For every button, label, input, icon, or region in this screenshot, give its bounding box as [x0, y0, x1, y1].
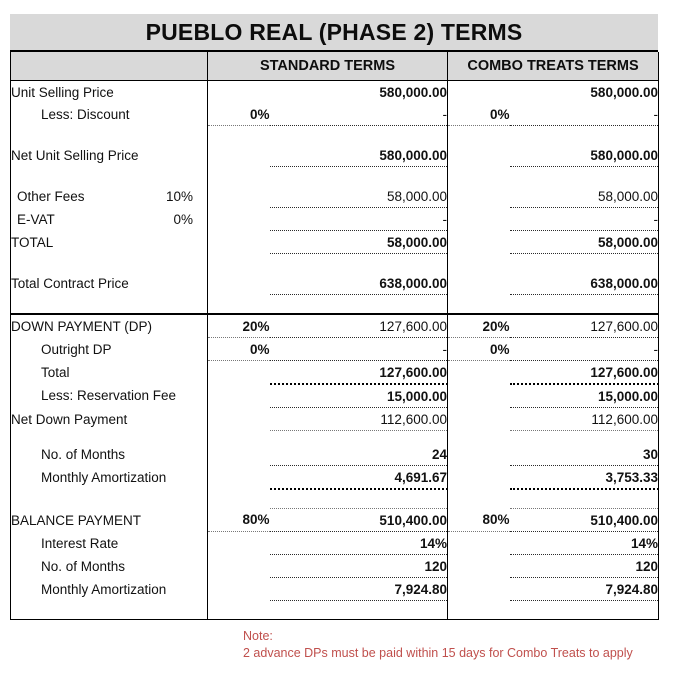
std-pct-balance-payment: 80% — [208, 509, 270, 532]
row-rate-other-fees: 10% — [165, 188, 193, 204]
cmb-pct-total-contract-price — [448, 272, 510, 295]
std-pct-net-unit-selling-price — [208, 144, 270, 167]
table-row-balance-monthly-amortization — [11, 578, 659, 601]
std-amt-dp-monthly-amortization: 4,691.67 — [270, 466, 448, 490]
std-pct-other-fees — [208, 185, 270, 208]
cmb-amt-dp-monthly-amortization: 3,753.33 — [510, 466, 659, 490]
table-row-total-fees — [11, 231, 659, 254]
spacer-cell — [510, 601, 659, 620]
spacer-row-6 — [11, 489, 659, 509]
spacer-cell — [208, 295, 270, 315]
row-label-outright-dp: Outright DP — [11, 338, 208, 361]
std-amt-net-down-payment: 112,600.00 — [270, 408, 448, 431]
spacer-cell — [11, 126, 208, 145]
spacer-cell — [11, 489, 208, 509]
spacer-cell — [510, 431, 659, 444]
spacer-cell — [448, 126, 510, 145]
std-pct-interest-rate — [208, 532, 270, 555]
std-amt-balance-monthly-amortization: 7,924.80 — [270, 578, 448, 601]
cmb-pct-less-discount: 0% — [448, 103, 510, 126]
table-row-unit-selling-price — [11, 81, 659, 104]
table-row-net-down-payment — [11, 408, 659, 431]
cmb-amt-balance-months: 120 — [510, 555, 659, 578]
terms-table — [10, 52, 659, 620]
cmb-amt-unit-selling-price: 580,000.00 — [510, 81, 659, 104]
cmb-pct-dp-total — [448, 361, 510, 385]
cmb-amt-net-unit-selling-price: 580,000.00 — [510, 144, 659, 167]
spacer-cell — [448, 431, 510, 444]
row-label-dp-total: Total — [11, 361, 208, 385]
std-amt-unit-selling-price: 580,000.00 — [379, 84, 447, 100]
cmb-pct-interest-rate — [448, 532, 510, 555]
table-row-down-payment — [11, 314, 659, 338]
spacer-cell — [208, 489, 270, 509]
cmb-pct-outright-dp: 0% — [448, 338, 510, 361]
terms-sheet — [10, 14, 658, 620]
cmb-pct-down-payment: 20% — [448, 314, 510, 338]
std-pct-balance-months — [208, 555, 270, 578]
std-amt-dp-total: 127,600.00 — [270, 361, 448, 385]
std-amt-total-fees: 58,000.00 — [270, 231, 448, 254]
std-amt-down-payment: 127,600.00 — [270, 314, 448, 338]
std-amt-less-discount: - — [270, 103, 448, 126]
row-label-dp-monthly-amortization: Monthly Amortization — [11, 466, 208, 490]
row-label-net-unit-selling-price: Net Unit Selling Price — [11, 144, 208, 167]
std-amt-evat: - — [270, 208, 448, 231]
spacer-cell — [208, 431, 270, 444]
spacer-row-4 — [11, 295, 659, 315]
row-label-down-payment: DOWN PAYMENT (DP) — [11, 314, 208, 338]
cmb-pct-net-down-payment — [448, 408, 510, 431]
spacer-row-2 — [11, 167, 659, 186]
cmb-amt-total-contract-price: 638,000.00 — [510, 272, 659, 295]
std-pct-less-reservation-fee — [208, 384, 270, 408]
std-pct-less-discount: 0% — [208, 103, 270, 126]
std-amt-balance-payment: 510,400.00 — [270, 509, 448, 532]
std-pct-unit-selling-price — [208, 81, 270, 104]
cmb-pct-evat — [448, 208, 510, 231]
std-pct-evat — [208, 208, 270, 231]
spacer-cell — [11, 254, 208, 273]
table-row-dp-monthly-amortization — [11, 466, 659, 490]
spacer-cell — [448, 254, 510, 273]
std-pct-down-payment: 20% — [208, 314, 270, 338]
std-amt-total-contract-price: 638,000.00 — [270, 272, 448, 295]
std-amt-other-fees: 58,000.00 — [270, 185, 448, 208]
spacer-cell — [510, 295, 659, 315]
cmb-amt-interest-rate: 14% — [510, 532, 659, 555]
spacer-cell — [208, 601, 270, 620]
row-label-balance-monthly-amortization: Monthly Amortization — [11, 578, 208, 601]
page-title: PUEBLO REAL (PHASE 2) TERMS — [145, 18, 523, 45]
row-rate-evat: 0% — [173, 211, 193, 227]
std-pct-dp-monthly-amortization — [208, 466, 270, 490]
row-label-unit-selling-price: Unit Selling Price — [11, 81, 208, 104]
cmb-amt-outright-dp: - — [510, 338, 659, 361]
table-row-outright-dp — [11, 338, 659, 361]
std-pct-dp-months — [208, 443, 270, 466]
row-label-total-contract-price: Total Contract Price — [11, 272, 208, 295]
cmb-amt-net-down-payment: 112,600.00 — [510, 408, 659, 431]
table-row-dp-total — [11, 361, 659, 385]
footnote-body: 2 advance DPs must be paid within 15 days for Combo Treats to apply — [243, 646, 633, 660]
row-label-evat-cell — [11, 208, 208, 231]
cmb-pct-other-fees — [448, 185, 510, 208]
std-pct-total-contract-price — [208, 272, 270, 295]
cmb-pct-less-reservation-fee — [448, 384, 510, 408]
spacer-row-5 — [11, 431, 659, 444]
spacer-cell-underline — [270, 489, 448, 509]
cmb-pct-dp-monthly-amortization — [448, 466, 510, 490]
row-label-less-discount: Less: Discount — [11, 103, 208, 126]
std-pct-total-fees — [208, 231, 270, 254]
spacer-cell — [270, 254, 448, 273]
sheet-title-band — [10, 14, 658, 52]
row-label-interest-rate: Interest Rate — [11, 532, 208, 555]
spacer-cell — [270, 126, 448, 145]
spacer-cell — [270, 167, 448, 186]
std-pct-balance-monthly-amortization — [208, 578, 270, 601]
cmb-pct-balance-payment: 80% — [448, 509, 510, 532]
cmb-amt-less-reservation-fee: 15,000.00 — [510, 384, 659, 408]
footnote — [243, 628, 633, 662]
row-label-net-down-payment: Net Down Payment — [11, 408, 208, 431]
table-row-other-fees — [11, 185, 659, 208]
cmb-pct-balance-monthly-amortization — [448, 578, 510, 601]
std-amt-less-reservation-fee: 15,000.00 — [270, 384, 448, 408]
row-label-other-fees-cell — [11, 185, 208, 208]
cmb-amt-dp-total: 127,600.00 — [510, 361, 659, 385]
cmb-amt-other-fees: 58,000.00 — [510, 185, 659, 208]
cmb-amt-total-fees: 58,000.00 — [510, 231, 659, 254]
std-pct-dp-total — [208, 361, 270, 385]
cmb-amt-balance-monthly-amortization: 7,924.80 — [510, 578, 659, 601]
spacer-cell — [11, 295, 208, 315]
table-bottom-edge-row — [11, 601, 659, 620]
table-row-interest-rate — [11, 532, 659, 555]
spacer-row-3 — [11, 254, 659, 273]
table-header-row — [11, 52, 659, 81]
spacer-cell — [510, 126, 659, 145]
spacer-cell — [510, 254, 659, 273]
std-amt-net-unit-selling-price: 580,000.00 — [270, 144, 448, 167]
spacer-cell — [448, 167, 510, 186]
footnote-heading: Note: — [243, 629, 273, 643]
std-amt-balance-months: 120 — [270, 555, 448, 578]
table-row-less-reservation-fee — [11, 384, 659, 408]
std-amt-dp-months: 24 — [270, 443, 448, 466]
cmb-amt-down-payment: 127,600.00 — [510, 314, 659, 338]
spacer-cell — [208, 167, 270, 186]
cmb-amt-dp-months: 30 — [510, 443, 659, 466]
cmb-pct-unit-selling-price — [448, 81, 510, 104]
std-amt-interest-rate: 14% — [270, 532, 448, 555]
table-row-less-discount — [11, 103, 659, 126]
spacer-cell — [448, 295, 510, 315]
row-label-total-fees: TOTAL — [11, 231, 208, 254]
spacer-cell — [11, 601, 208, 620]
table-row-evat — [11, 208, 659, 231]
header-cell-standard: STANDARD TERMS — [208, 52, 448, 81]
std-pct-net-down-payment — [208, 408, 270, 431]
header-cell-blank — [11, 52, 208, 81]
spacer-cell — [448, 601, 510, 620]
std-amt-outright-dp: - — [270, 338, 448, 361]
cmb-pct-total-fees — [448, 231, 510, 254]
table-row-net-unit-selling-price — [11, 144, 659, 167]
cmb-amt-less-discount: - — [510, 103, 659, 126]
table-row-dp-months — [11, 443, 659, 466]
cmb-pct-balance-months — [448, 555, 510, 578]
row-label-dp-months: No. of Months — [11, 443, 208, 466]
spacer-cell — [270, 295, 448, 315]
spacer-cell — [208, 254, 270, 273]
spacer-cell — [510, 167, 659, 186]
spacer-cell — [11, 431, 208, 444]
table-row-balance-payment — [11, 509, 659, 532]
row-label-balance-months: No. of Months — [11, 555, 208, 578]
table-row-balance-months — [11, 555, 659, 578]
cmb-pct-dp-months — [448, 443, 510, 466]
row-label-other-fees: Other Fees — [17, 188, 85, 204]
row-label-evat: E-VAT — [17, 211, 55, 227]
spacer-cell — [448, 489, 510, 509]
row-label-balance-payment: BALANCE PAYMENT — [11, 509, 208, 532]
table-row-total-contract-price — [11, 272, 659, 295]
spacer-cell — [11, 167, 208, 186]
row-label-less-reservation-fee: Less: Reservation Fee — [11, 384, 208, 408]
cmb-amt-balance-payment: 510,400.00 — [510, 509, 659, 532]
spacer-cell — [270, 601, 448, 620]
spacer-row-1 — [11, 126, 659, 145]
std-pct-outright-dp: 0% — [208, 338, 270, 361]
spacer-cell — [208, 126, 270, 145]
cmb-pct-net-unit-selling-price — [448, 144, 510, 167]
spacer-cell-underline — [510, 489, 659, 509]
header-cell-combo: COMBO TREATS TERMS — [448, 52, 659, 81]
spacer-cell — [270, 431, 448, 444]
cmb-amt-evat: - — [510, 208, 659, 231]
